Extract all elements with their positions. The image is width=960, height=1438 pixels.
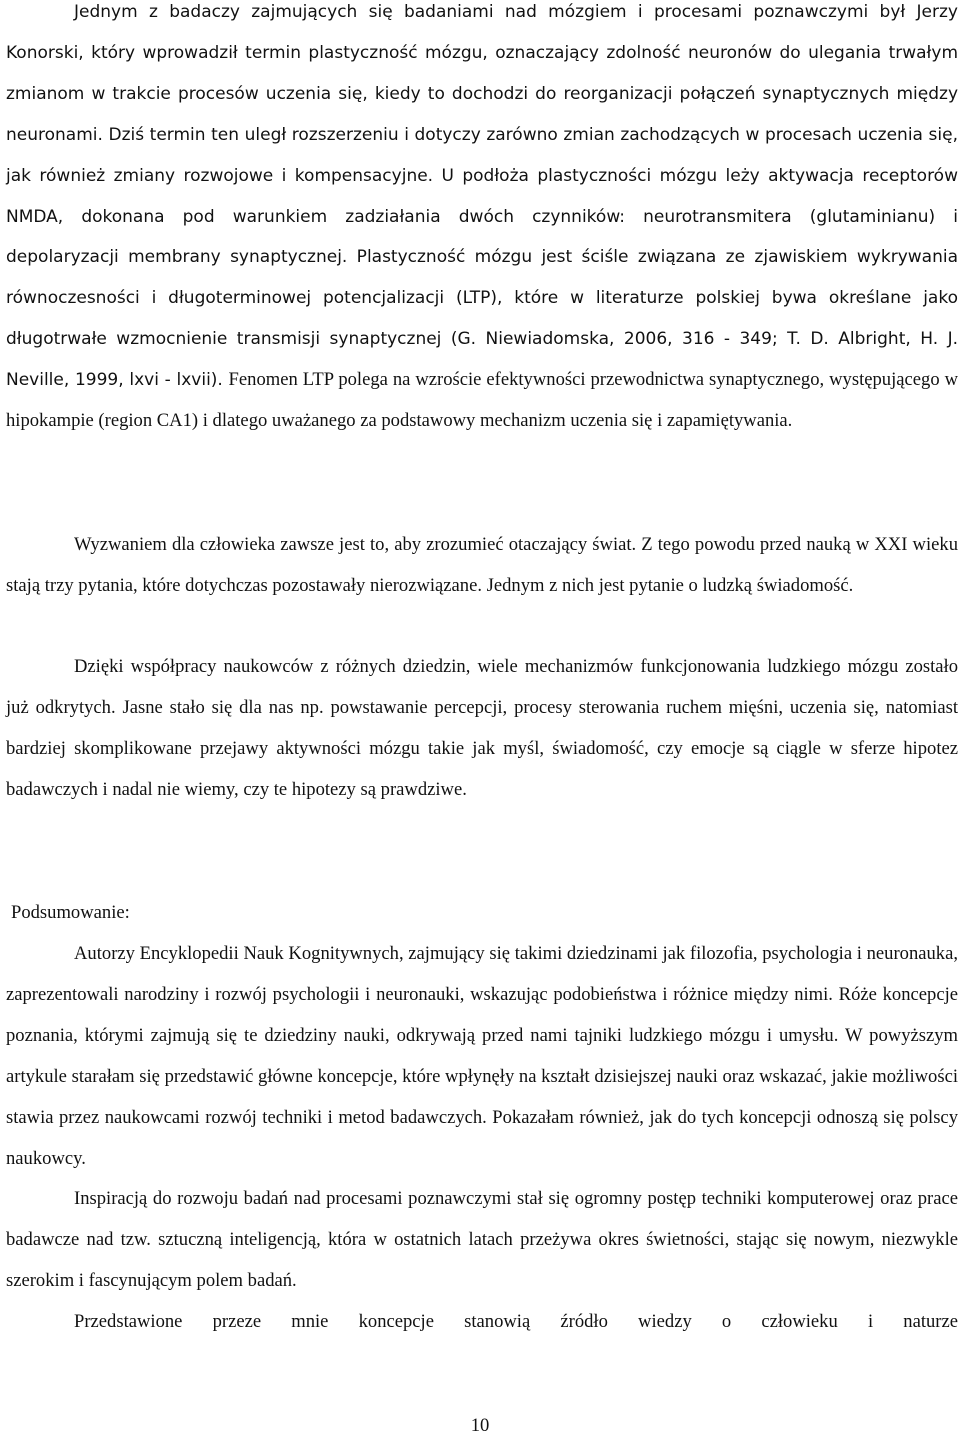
paragraph-xxi-century-questions: Wyzwaniem dla człowieka zawsze jest to, aby zrozumieć otaczający świat. Z tego powodu przed nauką w XXI wieku stają trzy pytania, które dotychczas pozostawały nierozwiązane. Jednym z nich jest pytanie o ludzką świadomość. [6,534,958,596]
paragraph-inspiration: Inspiracją do rozwoju badań nad procesami poznawczymi stał się ogromny postęp techniki komputerowej oraz prace badawcze nad tzw. sztuczną inteligencją, która w ostatnich latach przeżywa okres świetności, stając się nowym, niezwykle szerokim i fascynującym polem badań. [6,1188,958,1292]
paragraph-brain-mechanisms: Dzięki współpracy naukowców z różnych dziedzin, wiele mechanizmów funkcjonowania ludzkiego mózgu zostało już odkrytych. Jasne stało się dla nas np. powstawanie percepcji, procesy sterowania ruchem mięśni, uczenia się, natomiast bardziej skomplikowane przejawy aktywności mózgu takie jak myśl, świadomość, czy emocje są ciągle w sferze hipotez badawczych i nadal nie wiemy, czy te hipotezy są prawdziwe. [6,656,958,800]
page-number: 10 [470,1415,490,1436]
summary-section [6,934,958,1343]
paragraph-text-serif: Fenomen LTP polega na wzroście efektywności przewodnictwa synaptycznego, występującego w hipokampie (region CA1) i dlatego uważanego za podstawowy mechanizm uczenia się i zapamiętywania. [6,369,959,432]
paragraph-concepts-source: Przedstawione przeze mnie koncepcje stanowią źródło wiedzy o człowieku i naturze [74,1311,958,1333]
paragraph-authors-summary: Autorzy Encyklopedii Nauk Kognitywnych, zajmujący się takimi dziedzinami jak filozofia, psychologia i neuronauka, zaprezentowali narodziny i rozwój psychologii i neuronauki, wskazując podobieństwa i różnice między nimi. Róże koncepcje poznania, którymi zajmują się te dziedziny nauki, odkrywają przed nami tajniki ludzkiego mózgu i umysłu. W powyższym artykule starałam się przedstawić główne koncepcje, które wpłynęły na kształt dzisiejszej nauki oraz wskazać, jakie możliwości stawia przez naukowcami rozwój techniki i metod badawczych. Pokazałam również, jak do tych koncepcji odnoszą się polscy naukowcy. [6,943,958,1169]
summary-heading: Podsumowanie: [11,902,130,923]
document-page [6,0,958,1436]
paragraph-text-sans: Jednym z badaczy zajmujących się badaniami nad mózgiem i procesami poznawczymi był Jerzy Konorski, który wprowadził termin plastyczność mózgu, oznaczający zdolność neuronów do ulegania trwałym zmianom w trakcie procesów uczenia się, kiedy to dochodzi do reorganizacji połączeń synaptycznych między neuronami. Dziś termin ten uległ rozszerzeniu i dotyczy zarówno zmian zachodzących w procesach uczenia się, jak również zmiany rozwojowe i kompensacyjne. U podłoża plastyczności mózgu leży aktywacja receptorów NMDA, dokonana pod warunkiem zadziałania dwóch czynników: neurotransmitera (glutaminianu) i depolaryzacji membrany synaptycznej. Plastyczność mózgu jest ściśle związana ze zjawiskiem wykrywania równoczesności i długoterminowej potencjalizacji (LTP), które w literaturze polskiej bywa określane jako długotrwałe wzmocnienie transmisji synaptycznej (G. Niewiadomska, 2006, 316 - 349; T. D. Albright, H. J. Neville, 1999, lxvi - lxvii). [6,2,958,391]
paragraph-konorski-plasticity [6,0,958,442]
